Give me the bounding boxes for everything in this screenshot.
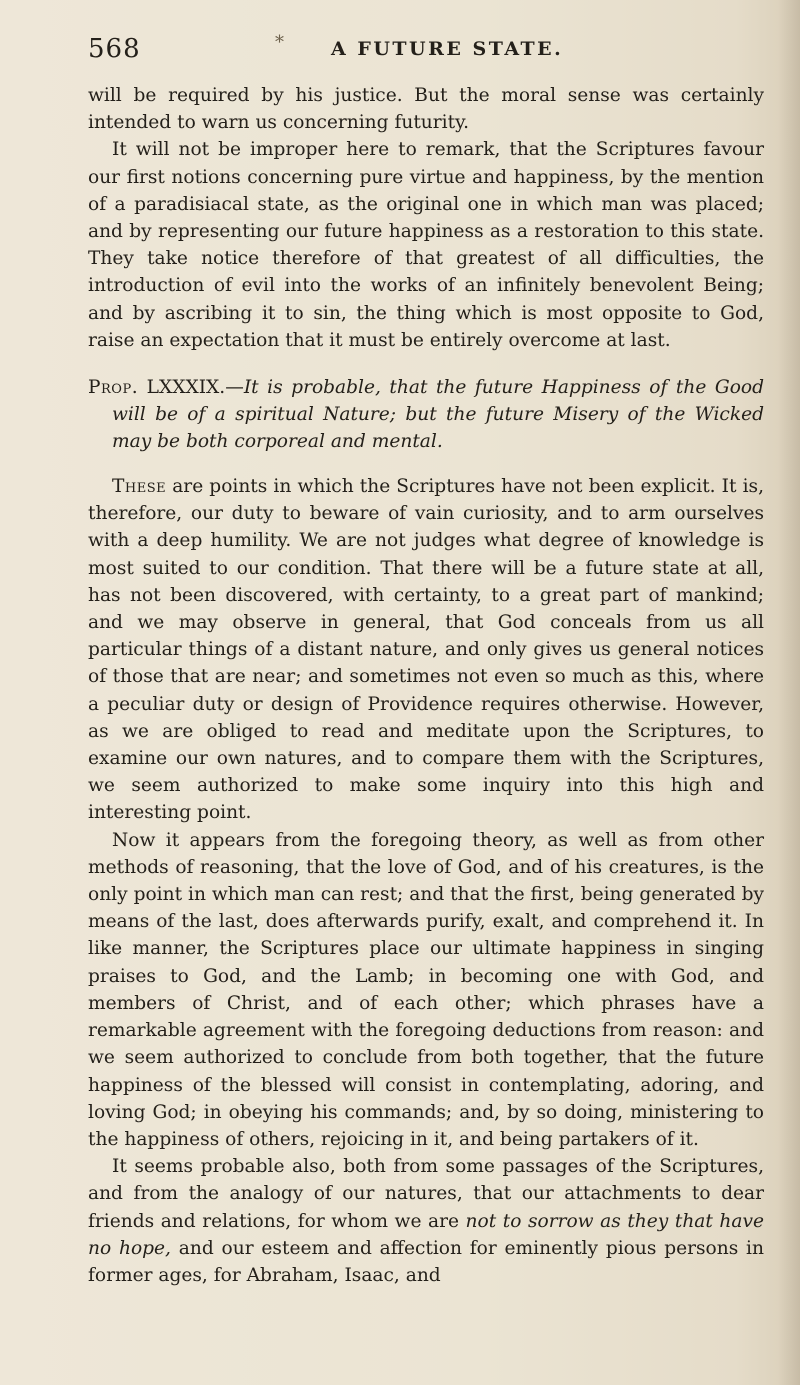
proposition-heading bbox=[88, 374, 764, 455]
page-number: 568 bbox=[88, 34, 141, 64]
paragraph-continuation: will be required by his justice. But the moral sense was certainly intended to warn us concerning futurity. bbox=[88, 85, 764, 134]
page-edge-shadow bbox=[778, 0, 800, 1385]
running-title: A FUTURE STATE. bbox=[331, 38, 564, 60]
small-caps-opening: These bbox=[112, 476, 167, 498]
proposition-text: It is probable, that the future Happiness of the Good will be of a spiritual Nature; but the future Misery of the Wicked may be both corporeal and mental. bbox=[112, 377, 764, 453]
paragraph-attachments bbox=[88, 1153, 764, 1289]
proposition-label: Prop. bbox=[88, 377, 139, 399]
paragraph-body-end: and our esteem and affection for eminently pious persons in former ages, for Abraham, Isaac, and bbox=[88, 1237, 764, 1286]
paragraph-body: It seems probable also, both from some passages of the Scriptures, and from the analogy of our natures, that our attachments to dear friends and relations, for whom we are bbox=[88, 1156, 764, 1232]
paragraph-body: are points in which the Scriptures have not been explicit. It is, therefore, our duty to beware of vain curiosity, and to arm ourselves with a deep humility. We are not judges what degree of knowledge is most suited to our condition. That there will be a future state at all, has not been discovered, with certainty, to a great part of mankind; and we may observe in general, that God conceals from us all particular things of a distant nature, and only gives us general notices of those that are near; and sometimes not even so much as this, where a peculiar duty or design of Providence requires otherwise. However, as we are obliged to read and meditate upon the Scriptures, to examine our own natures, and to compare them with the Scriptures, we seem authorized to make some inquiry into this high and interesting point. bbox=[88, 476, 764, 824]
page-header bbox=[88, 30, 728, 66]
paragraph-scriptures-paradise: It will not be improper here to remark, that the Scriptures favour our first notions concerning pure virtue and happiness, by the mention of a paradisiacal state, as the original one in which man was placed; and by representing our future happiness as a restoration to this state. They take notice therefore of that greatest of all difficulties, the introduction of evil into the works of an infinitely benevolent Being; and by ascribing it to sin, the thing which is most opposite to God, raise an expectation that it must be entirely overcome at last. bbox=[88, 139, 764, 351]
paragraph-points-not-explicit bbox=[88, 473, 764, 827]
proposition-number: LXXXIX.— bbox=[146, 377, 244, 399]
ornament-mark: * bbox=[275, 32, 284, 53]
italic-quotation: not to sorrow as they that have no hope, bbox=[88, 1210, 764, 1259]
body-text bbox=[88, 82, 764, 1289]
paragraph-love-of-god: Now it appears from the foregoing theory, as well as from other methods of reasoning, that the love of God, and of his creatures, is the only point in which man can rest; and that the first, being generated by means of the last, does afterwards purify, exalt, and comprehend it. In like manner, the Scriptures place our ultimate happiness in singing praises to God, and the Lamb; in becoming one with God, and members of Christ, and of each other; which phrases have a remarkable agreement with the foregoing deductions from reason: and we seem authorized to conclude from both together, that the future happiness of the blessed will consist in contemplating, adoring, and loving God; in obeying his commands; and, by so doing, ministering to the happiness of others, rejoicing in it, and being partakers of it. bbox=[88, 829, 764, 1150]
